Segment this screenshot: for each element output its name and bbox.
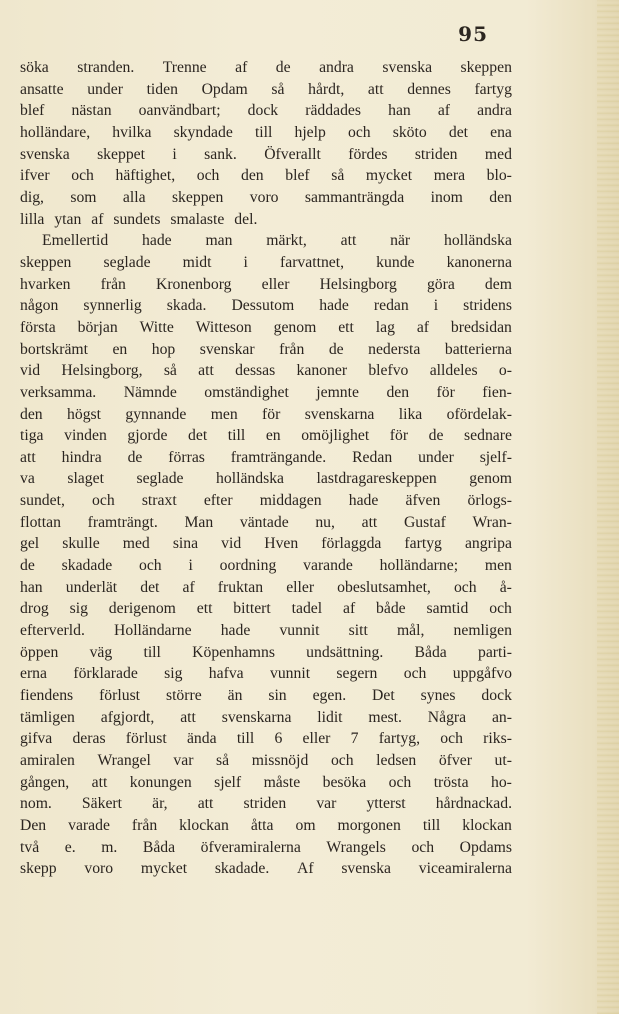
text-line: nom. Säkert är, att striden var ytterst hårdnackad. [20, 795, 512, 813]
text-line: hvarken från Kronenborg eller Helsingborg göra dem [20, 275, 512, 293]
text-line: amiralen Wrangel var så missnöjd och ledsen öfver ut- [20, 752, 512, 769]
text-line: Den varade från klockan åtta om morgonen till klockan [20, 816, 512, 834]
text-line: Emellertid hade man märkt, att när holländska [42, 232, 512, 250]
text-line: holländare, hvilka skyndade till hjelp och sköto det ena [20, 123, 512, 141]
text-line: fiendens förlust större än sin egen. Det synes dock [20, 687, 512, 705]
text-line: två e. m. Båda öfveramiralerna Wrangels och Opdams [20, 838, 512, 856]
text-line: skepp voro mycket skadade. Af svenska viceamiralerna [20, 860, 512, 878]
text-line: va slaget seglade holländska lastdragareskeppen genom [20, 470, 512, 488]
text-line: de skadade och i oordning varande holländarne; men [20, 557, 512, 575]
text-line: skeppen seglade midt i farvattnet, kunde kanonerna [20, 253, 512, 271]
text-line: att hindra de förras framträngande. Redan under sjelf- [20, 448, 512, 466]
page-number: 95 [458, 22, 488, 46]
page-edge [597, 0, 619, 1014]
text-line: någon synnerlig skada. Dessutom hade redan i stridens [20, 297, 512, 315]
text-line: dig, som alla skeppen voro sammanträngda inom den [20, 188, 512, 206]
text-line: sundet, och straxt efter middagen hade äfven örlogs- [20, 492, 512, 510]
text-line: han underlät det af fruktan eller obeslutsamhet, och å- [20, 578, 512, 596]
text-line: öppen väg till Köpenhamns undsättning. Båda parti- [20, 643, 512, 661]
text-line: svenska skeppet i sank. Öfverallt fördes striden med [20, 145, 512, 163]
text-line: första början Witte Witteson genom ett lag af bredsidan [20, 318, 512, 336]
text-line: gången, att konungen sjelf måste besöka och trösta ho- [20, 773, 512, 791]
text-line: lilla ytan af sundets smalaste del. [20, 210, 258, 228]
text-line: drog sig derigenom ett bittert tadel af både samtid och [20, 600, 512, 618]
text-line: tämligen afgjordt, att svenskarna lidit mest. Några an- [20, 708, 512, 726]
text-line: verksamma. Nämnde omständighet jemnte den för fien- [20, 383, 512, 401]
text-line: ansatte under tiden Opdam så hårdt, att dennes fartyg [20, 80, 512, 98]
text-line: ifver och häftighet, och den blef så mycket mera blo- [20, 167, 512, 185]
text-line: erna förklarade sig hafva vunnit segern och uppgåfvo [20, 665, 512, 683]
text-line: flottan framträngt. Man väntade nu, att Gustaf Wran- [20, 513, 512, 531]
text-line: tiga vinden gjorde det till en omöjlighet för de sednare [20, 427, 512, 445]
text-line: gel skulle med sina vid Hven förlaggda fartyg angripa [20, 535, 512, 553]
text-line: blef nästan oanvändbart; dock räddades han af andra [20, 102, 512, 120]
text-line: den högst gynnande men för svenskarna lika ofördelak- [20, 405, 512, 423]
text-line: efterverld. Holländarne hade vunnit sitt mål, nemligen [20, 622, 512, 640]
text-line: vid Helsingborg, så att dessas kanoner blefvo alldeles o- [20, 362, 512, 380]
text-line: söka stranden. Trenne af de andra svenska skeppen [20, 59, 512, 76]
body-text [20, 57, 512, 880]
text-line: gifva deras förlust ända till 6 eller 7 fartyg, och riks- [20, 730, 512, 748]
text-line: bortskrämt en hop svenskar från de nedersta batterierna [20, 340, 512, 358]
